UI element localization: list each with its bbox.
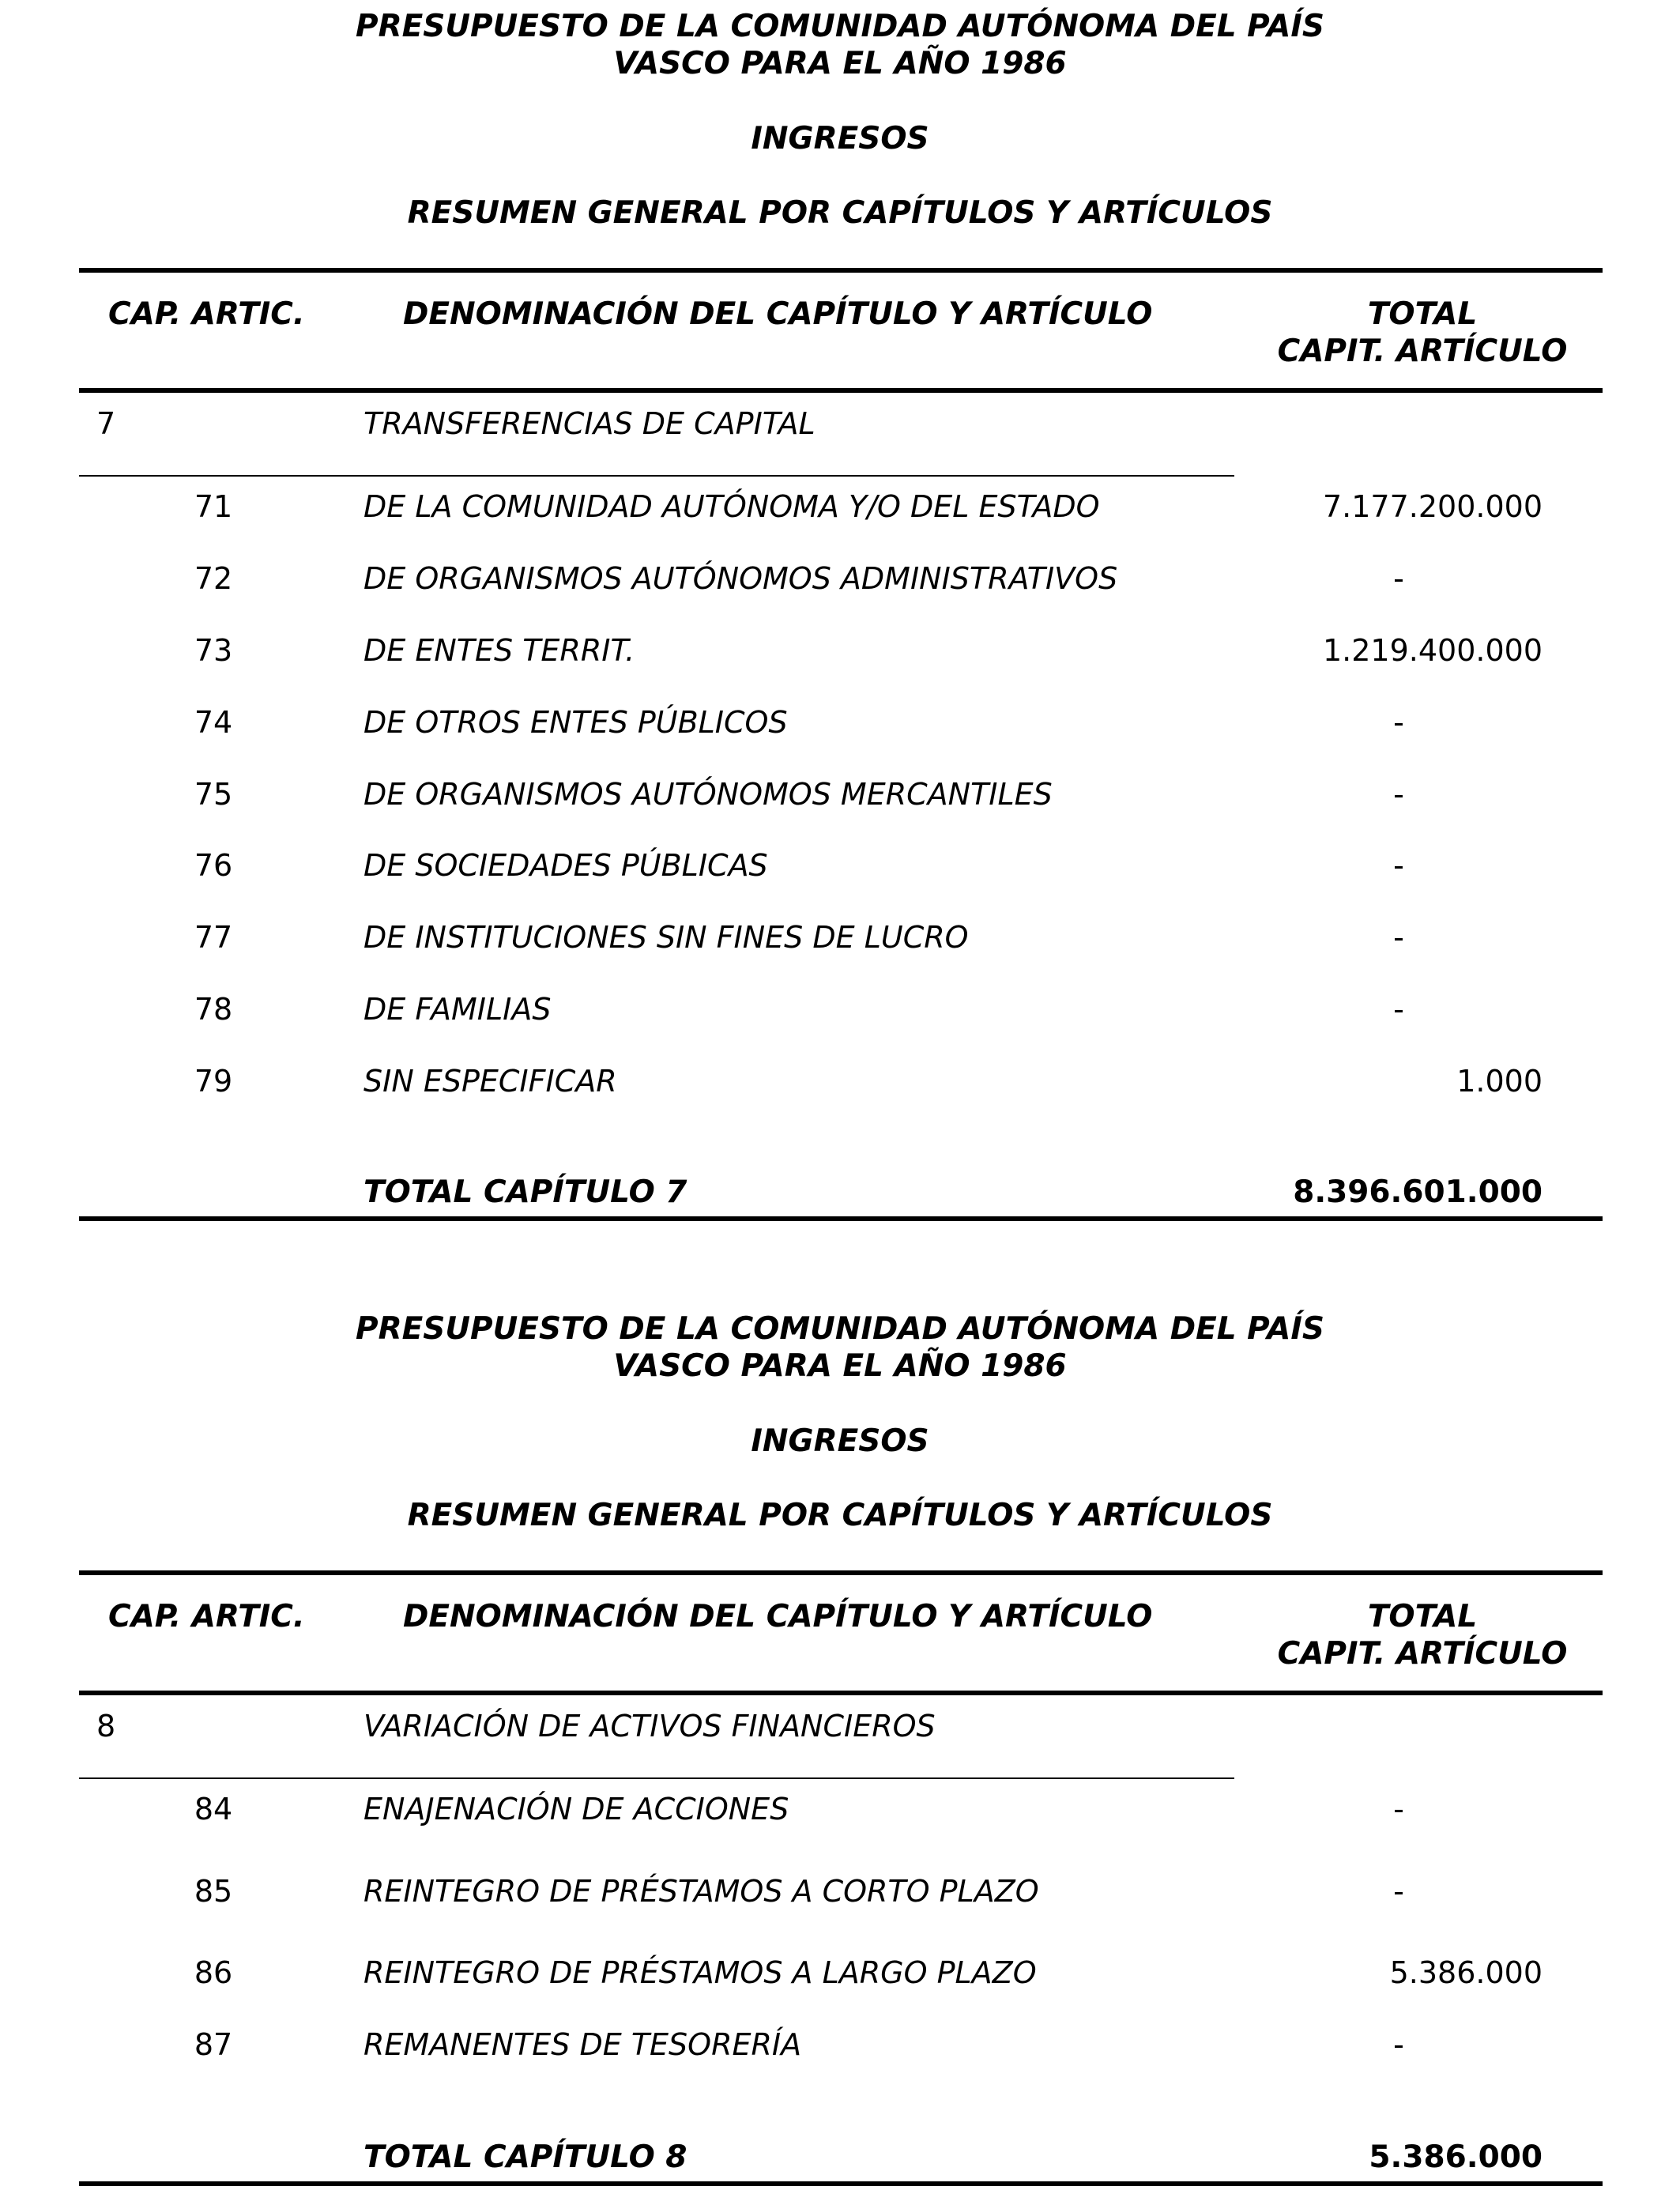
chapter-total-label: TOTAL CAPÍTULO 7 [363,1174,687,1210]
document-title-line2: VASCO PARA EL AÑO 1986 [613,1348,1067,1384]
article-code: 71 [194,489,233,524]
document-heading: RESUMEN GENERAL POR CAPÍTULOS Y ARTÍCULOS [407,195,1273,231]
article-amount: - [1393,1792,1404,1826]
table-bottom-rule [79,1216,1603,1221]
column-header-total-line1: TOTAL [1367,1599,1478,1634]
column-header-denominacion: DENOMINACIÓN DEL CAPÍTULO Y ARTÍCULO [403,296,1153,332]
column-header-total-line2: CAPIT. ARTÍCULO [1277,1636,1568,1672]
column-header-total-line1: TOTAL [1367,296,1478,332]
article-amount: 5.386.000 [1389,1955,1543,1990]
article-amount: - [1393,705,1404,740]
article-name: REINTEGRO DE PRÉSTAMOS A CORTO PLAZO [363,1874,1039,1909]
article-name: DE ENTES TERRIT. [363,633,635,668]
article-code: 75 [194,777,233,812]
article-name: REMANENTES DE TESORERÍA [363,2027,802,2062]
article-code: 74 [194,705,233,740]
chapter-code: 8 [96,1709,116,1744]
article-name: DE INSTITUCIONES SIN FINES DE LUCRO [363,920,969,955]
article-amount: 1.219.400.000 [1322,633,1543,668]
article-amount: - [1393,2027,1404,2062]
article-code: 87 [194,2027,233,2062]
article-code: 76 [194,848,233,883]
article-code: 86 [194,1955,233,1990]
table-top-rule [79,268,1603,273]
header-bottom-rule [79,388,1603,393]
article-amount: - [1393,561,1404,596]
article-amount: 1.000 [1456,1064,1543,1099]
table-bottom-rule [79,2181,1603,2186]
article-name: SIN ESPECIFICAR [363,1064,617,1099]
article-code: 85 [194,1874,233,1909]
chapter-total-amount: 8.396.601.000 [1293,1174,1543,1210]
article-name: REINTEGRO DE PRÉSTAMOS A LARGO PLAZO [363,1955,1037,1990]
table-top-rule [79,1570,1603,1575]
article-name: DE ORGANISMOS AUTÓNOMOS ADMINISTRATIVOS [363,561,1118,596]
document-heading: RESUMEN GENERAL POR CAPÍTULOS Y ARTÍCULOS [407,1498,1273,1533]
chapter-name: VARIACIÓN DE ACTIVOS FINANCIEROS [363,1709,936,1744]
article-code: 78 [194,992,233,1027]
article-name: DE SOCIEDADES PÚBLICAS [363,848,768,883]
article-code: 72 [194,561,233,596]
article-code: 73 [194,633,233,668]
article-name: DE FAMILIAS [363,992,552,1027]
document-title-line1: PRESUPUESTO DE LA COMUNIDAD AUTÓNOMA DEL PAÍS [356,1311,1324,1347]
document-title-line2: VASCO PARA EL AÑO 1986 [613,46,1067,81]
header-bottom-rule [79,1691,1603,1695]
column-header-cap-artic: CAP. ARTIC. [108,296,305,332]
article-amount: - [1393,777,1404,812]
article-amount: - [1393,1874,1404,1909]
article-amount: 7.177.200.000 [1322,489,1543,524]
column-header-denominacion: DENOMINACIÓN DEL CAPÍTULO Y ARTÍCULO [403,1599,1153,1634]
chapter-underline [79,475,1234,477]
article-name: ENAJENACIÓN DE ACCIONES [363,1792,789,1826]
column-header-total-line2: CAPIT. ARTÍCULO [1277,334,1568,369]
chapter-total-label: TOTAL CAPÍTULO 8 [363,2139,687,2175]
chapter-total-amount: 5.386.000 [1369,2139,1543,2175]
article-code: 77 [194,920,233,955]
column-header-cap-artic: CAP. ARTIC. [108,1599,305,1634]
chapter-name: TRANSFERENCIAS DE CAPITAL [363,406,816,441]
article-amount: - [1393,992,1404,1027]
chapter-code: 7 [96,406,116,441]
chapter-underline [79,1777,1234,1779]
article-amount: - [1393,920,1404,955]
article-name: DE LA COMUNIDAD AUTÓNOMA Y/O DEL ESTADO [363,489,1100,524]
document-subtitle: INGRESOS [751,1423,929,1459]
document-subtitle: INGRESOS [751,121,929,156]
article-amount: - [1393,848,1404,883]
article-code: 79 [194,1064,233,1099]
article-name: DE OTROS ENTES PÚBLICOS [363,705,788,740]
article-code: 84 [194,1792,233,1826]
document-title-line1: PRESUPUESTO DE LA COMUNIDAD AUTÓNOMA DEL PAÍS [356,9,1324,44]
article-name: DE ORGANISMOS AUTÓNOMOS MERCANTILES [363,777,1053,812]
